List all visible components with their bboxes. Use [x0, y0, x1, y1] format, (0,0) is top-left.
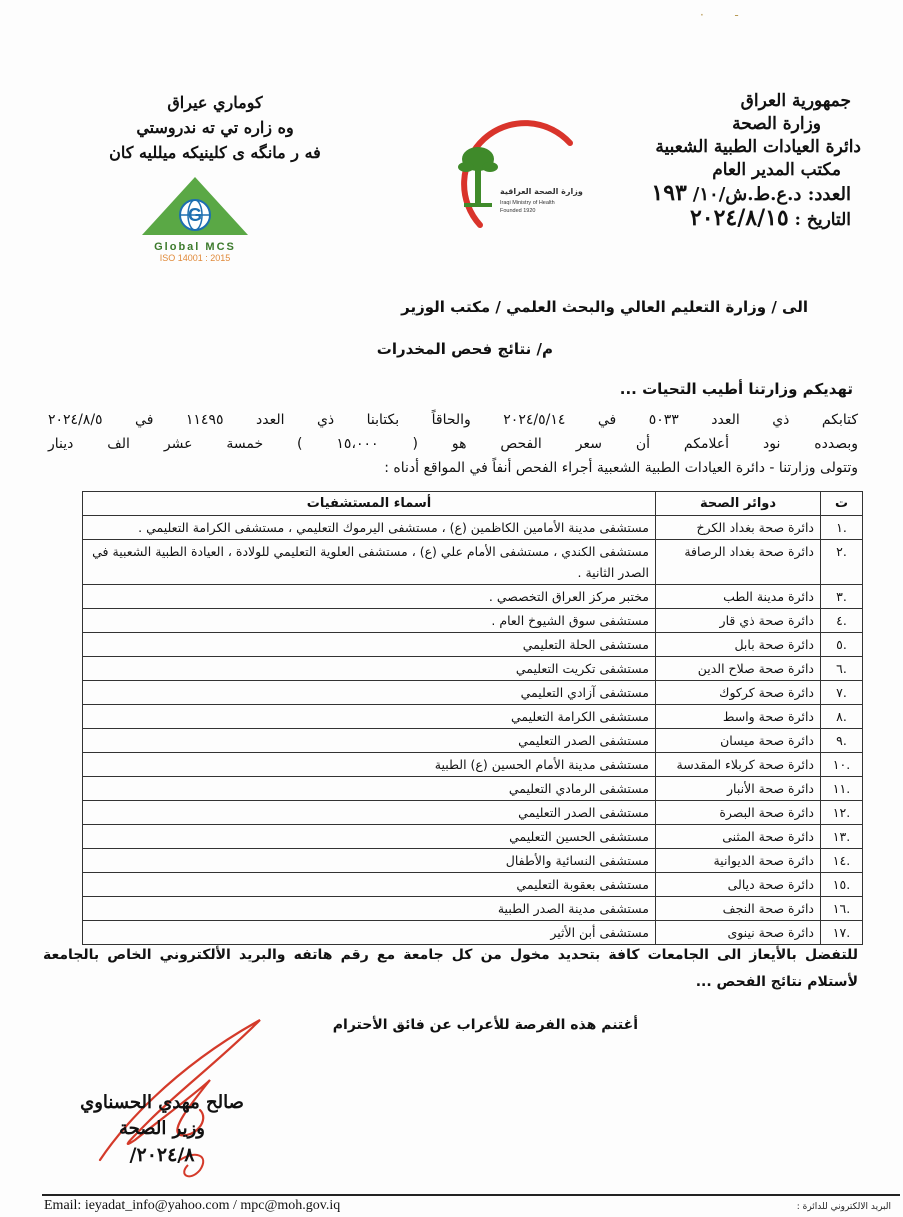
row-number: .١٦ [821, 897, 863, 921]
table-row [83, 825, 863, 849]
table-row [83, 897, 863, 921]
row-number: .٨ [821, 705, 863, 729]
addressee: الى / وزارة التعليم العالي والبحث العلمي / مكتب الوزير [401, 298, 808, 316]
header-office: مكتب المدير العام [712, 160, 841, 180]
row-directorate: دائرة صحة ذي قار [656, 609, 821, 633]
row-directorate: دائرة صحة بغداد الكرخ [656, 516, 821, 540]
row-number: .١٤ [821, 849, 863, 873]
row-hospitals: مستشفى آزادي التعليمي [83, 681, 656, 705]
row-number: .٩ [821, 729, 863, 753]
row-directorate: دائرة صحة كركوك [656, 681, 821, 705]
row-hospitals: مستشفى الكندي ، مستشفى الأمام علي (ع) ، مستشفى العلوية التعليمي للولادة ، العيادة الطبية الشعبية في الصدر الثانية . [83, 540, 656, 585]
row-number: .٧ [821, 681, 863, 705]
row-number: .٤ [821, 609, 863, 633]
row-hospitals: مستشفى النسائية والأطفال [83, 849, 656, 873]
row-number: .١٢ [821, 801, 863, 825]
header-left-line1: كوماري عيراق [167, 93, 263, 112]
row-directorate: دائرة مدينة الطب [656, 585, 821, 609]
closing-request: للتفضل بالأيعاز الى الجامعات كافة بتحديد مخول من كل جامعة مع رقم هاتفه والبريد الألكتروني الخاص بالجامعة لأستلام نتائج الفحص ... [43, 947, 858, 990]
row-hospitals: مستشفى أبن الأثير [83, 921, 656, 945]
row-number: .٥ [821, 633, 863, 657]
row-directorate: دائرة صحة بغداد الرصافة [656, 540, 821, 585]
table-row [83, 849, 863, 873]
row-hospitals: مستشفى الحسين التعليمي [83, 825, 656, 849]
signatory-title: وزير الصحة [119, 1118, 205, 1139]
row-directorate: دائرة صحة واسط [656, 705, 821, 729]
body-line-1: كتابكم ذي العدد ٥٠٣٣ في ٢٠٢٤/٥/١٤ والحاقاً بكتابنا ذي العدد ١١٤٩٥ في ٢٠٢٤/٨/٥ [48, 412, 858, 428]
table-row [83, 921, 863, 945]
row-hospitals: مستشفى الصدر التعليمي [83, 729, 656, 753]
subject-line: م/ نتائج فحص المخدرات [376, 340, 553, 358]
table-row [83, 777, 863, 801]
date-label: التاريخ : [794, 210, 851, 230]
row-directorate: دائرة صحة المثنى [656, 825, 821, 849]
header-left [70, 90, 360, 165]
table-row [83, 609, 863, 633]
col-header-number: ت [821, 492, 863, 516]
row-number: .١١ [821, 777, 863, 801]
header-department: دائرة العيادات الطبية الشعبية [655, 137, 861, 157]
body-line-3: وتتولى وزارتنا - دائرة العيادات الطبية الشعبية أجراء الفحص أنفاً في المواقع أدناه : [384, 460, 858, 476]
table-header-row [83, 492, 863, 516]
ministry-logo [420, 115, 585, 235]
signatory-block [72, 1090, 252, 1168]
col-header-hospitals: أسماء المستشفيات [83, 492, 656, 516]
row-hospitals: مستشفى الرمادي التعليمي [83, 777, 656, 801]
row-number: .١٠ [821, 753, 863, 777]
paper-specks: · ‐ [700, 8, 739, 22]
row-directorate: دائرة صحة النجف [656, 897, 821, 921]
row-number: .٣ [821, 585, 863, 609]
row-hospitals: مستشفى الكرامة التعليمي [83, 705, 656, 729]
row-number: .١٧ [821, 921, 863, 945]
row-number: .١ [821, 516, 863, 540]
table-row [83, 657, 863, 681]
iso-logo-name: Global MCS [154, 241, 236, 253]
row-directorate: دائرة صحة الأنبار [656, 777, 821, 801]
row-directorate: دائرة صحة بابل [656, 633, 821, 657]
reference-label: العدد: د.ع.ط.ش/١٠/ [692, 184, 851, 205]
row-hospitals: مستشفى مدينة الأمامين الكاظمين (ع) ، مستشفى اليرموك التعليمي ، مستشفى الكرامة التعليمي . [83, 516, 656, 540]
body-line-2: وبصدده نود أعلامكم أن سعر الفحص هو ( ١٥،٠٠٠ ) خمسة عشر الف دينار [48, 436, 858, 452]
row-directorate: دائرة صحة كربلاء المقدسة [656, 753, 821, 777]
header-left-line3: فه ر مانگه ى كلينيكه ميلليه كان [109, 143, 321, 162]
row-directorate: دائرة صحة البصرة [656, 801, 821, 825]
iso-certification-logo [130, 175, 260, 265]
closing-regards: أغتنم هذه الفرصة للأعراب عن فائق الأحترام [332, 1017, 638, 1033]
table-row [83, 729, 863, 753]
row-hospitals: مستشفى تكريت التعليمي [83, 657, 656, 681]
greeting: تهديكم وزارتنا أطيب التحيات ... [619, 380, 853, 398]
ministry-logo-english: Iraqi Ministry of Health [500, 200, 555, 206]
footer-email-label: البريد الالكتروني للدائرة : [796, 1202, 891, 1212]
header-country: جمهورية العراق [740, 91, 851, 111]
footer-email: Email: ieyadat_info@yahoo.com / mpc@moh.gov.iq [44, 1198, 341, 1213]
date-handwritten: ٢٠٢٤/٨/١٥ [689, 205, 789, 231]
reference-handwritten: ١٩٣ [651, 180, 687, 206]
col-header-directorate: دوائر الصحة [656, 492, 821, 516]
header-right [581, 90, 861, 232]
row-directorate: دائرة صحة صلاح الدين [656, 657, 821, 681]
iso-logo-standard: ISO 14001 : 2015 [159, 253, 231, 263]
table-row [83, 801, 863, 825]
header-left-line2: وه زاره تي ته ندروستي [136, 118, 294, 137]
ministry-logo-founded: Founded 1920 [500, 208, 536, 214]
table-row [83, 585, 863, 609]
document-date [581, 207, 851, 232]
row-hospitals: مستشفى سوق الشيوخ العام . [83, 609, 656, 633]
header-ministry: وزارة الصحة [732, 114, 821, 134]
row-hospitals: مستشفى مدينة الأمام الحسين (ع) الطبية [83, 753, 656, 777]
row-number: .١٥ [821, 873, 863, 897]
footer-divider [42, 1194, 900, 1196]
table-row [83, 681, 863, 705]
letter-body [48, 408, 858, 480]
row-directorate: دائرة صحة نينوى [656, 921, 821, 945]
ministry-logo-arabic: وزارة الصحة العراقية [500, 187, 583, 196]
ministry-emblem-icon [420, 115, 585, 235]
table-row [83, 633, 863, 657]
svg-text:G: G [188, 205, 203, 225]
signatory-name: صالح مهدي الحسناوي [80, 1092, 244, 1113]
table-row [83, 540, 863, 585]
reference-number [581, 182, 851, 207]
table-row [83, 705, 863, 729]
row-directorate: دائرة صحة ديالى [656, 873, 821, 897]
row-number: .٦ [821, 657, 863, 681]
hospitals-table [82, 491, 863, 945]
row-hospitals: مستشفى الصدر التعليمي [83, 801, 656, 825]
row-hospitals: مختبر مركز العراق التخصصي . [83, 585, 656, 609]
table-row [83, 753, 863, 777]
row-number: .٢ [821, 540, 863, 585]
signatory-date: ٢٠٢٤/٨/ [129, 1144, 195, 1166]
table-row [83, 873, 863, 897]
row-hospitals: مستشفى بعقوبة التعليمي [83, 873, 656, 897]
row-number: .١٣ [821, 825, 863, 849]
row-directorate: دائرة صحة الديوانية [656, 849, 821, 873]
row-directorate: دائرة صحة ميسان [656, 729, 821, 753]
globe-triangle-icon [130, 175, 260, 237]
row-hospitals: مستشفى الحلة التعليمي [83, 633, 656, 657]
table-row [83, 516, 863, 540]
row-hospitals: مستشفى مدينة الصدر الطبية [83, 897, 656, 921]
